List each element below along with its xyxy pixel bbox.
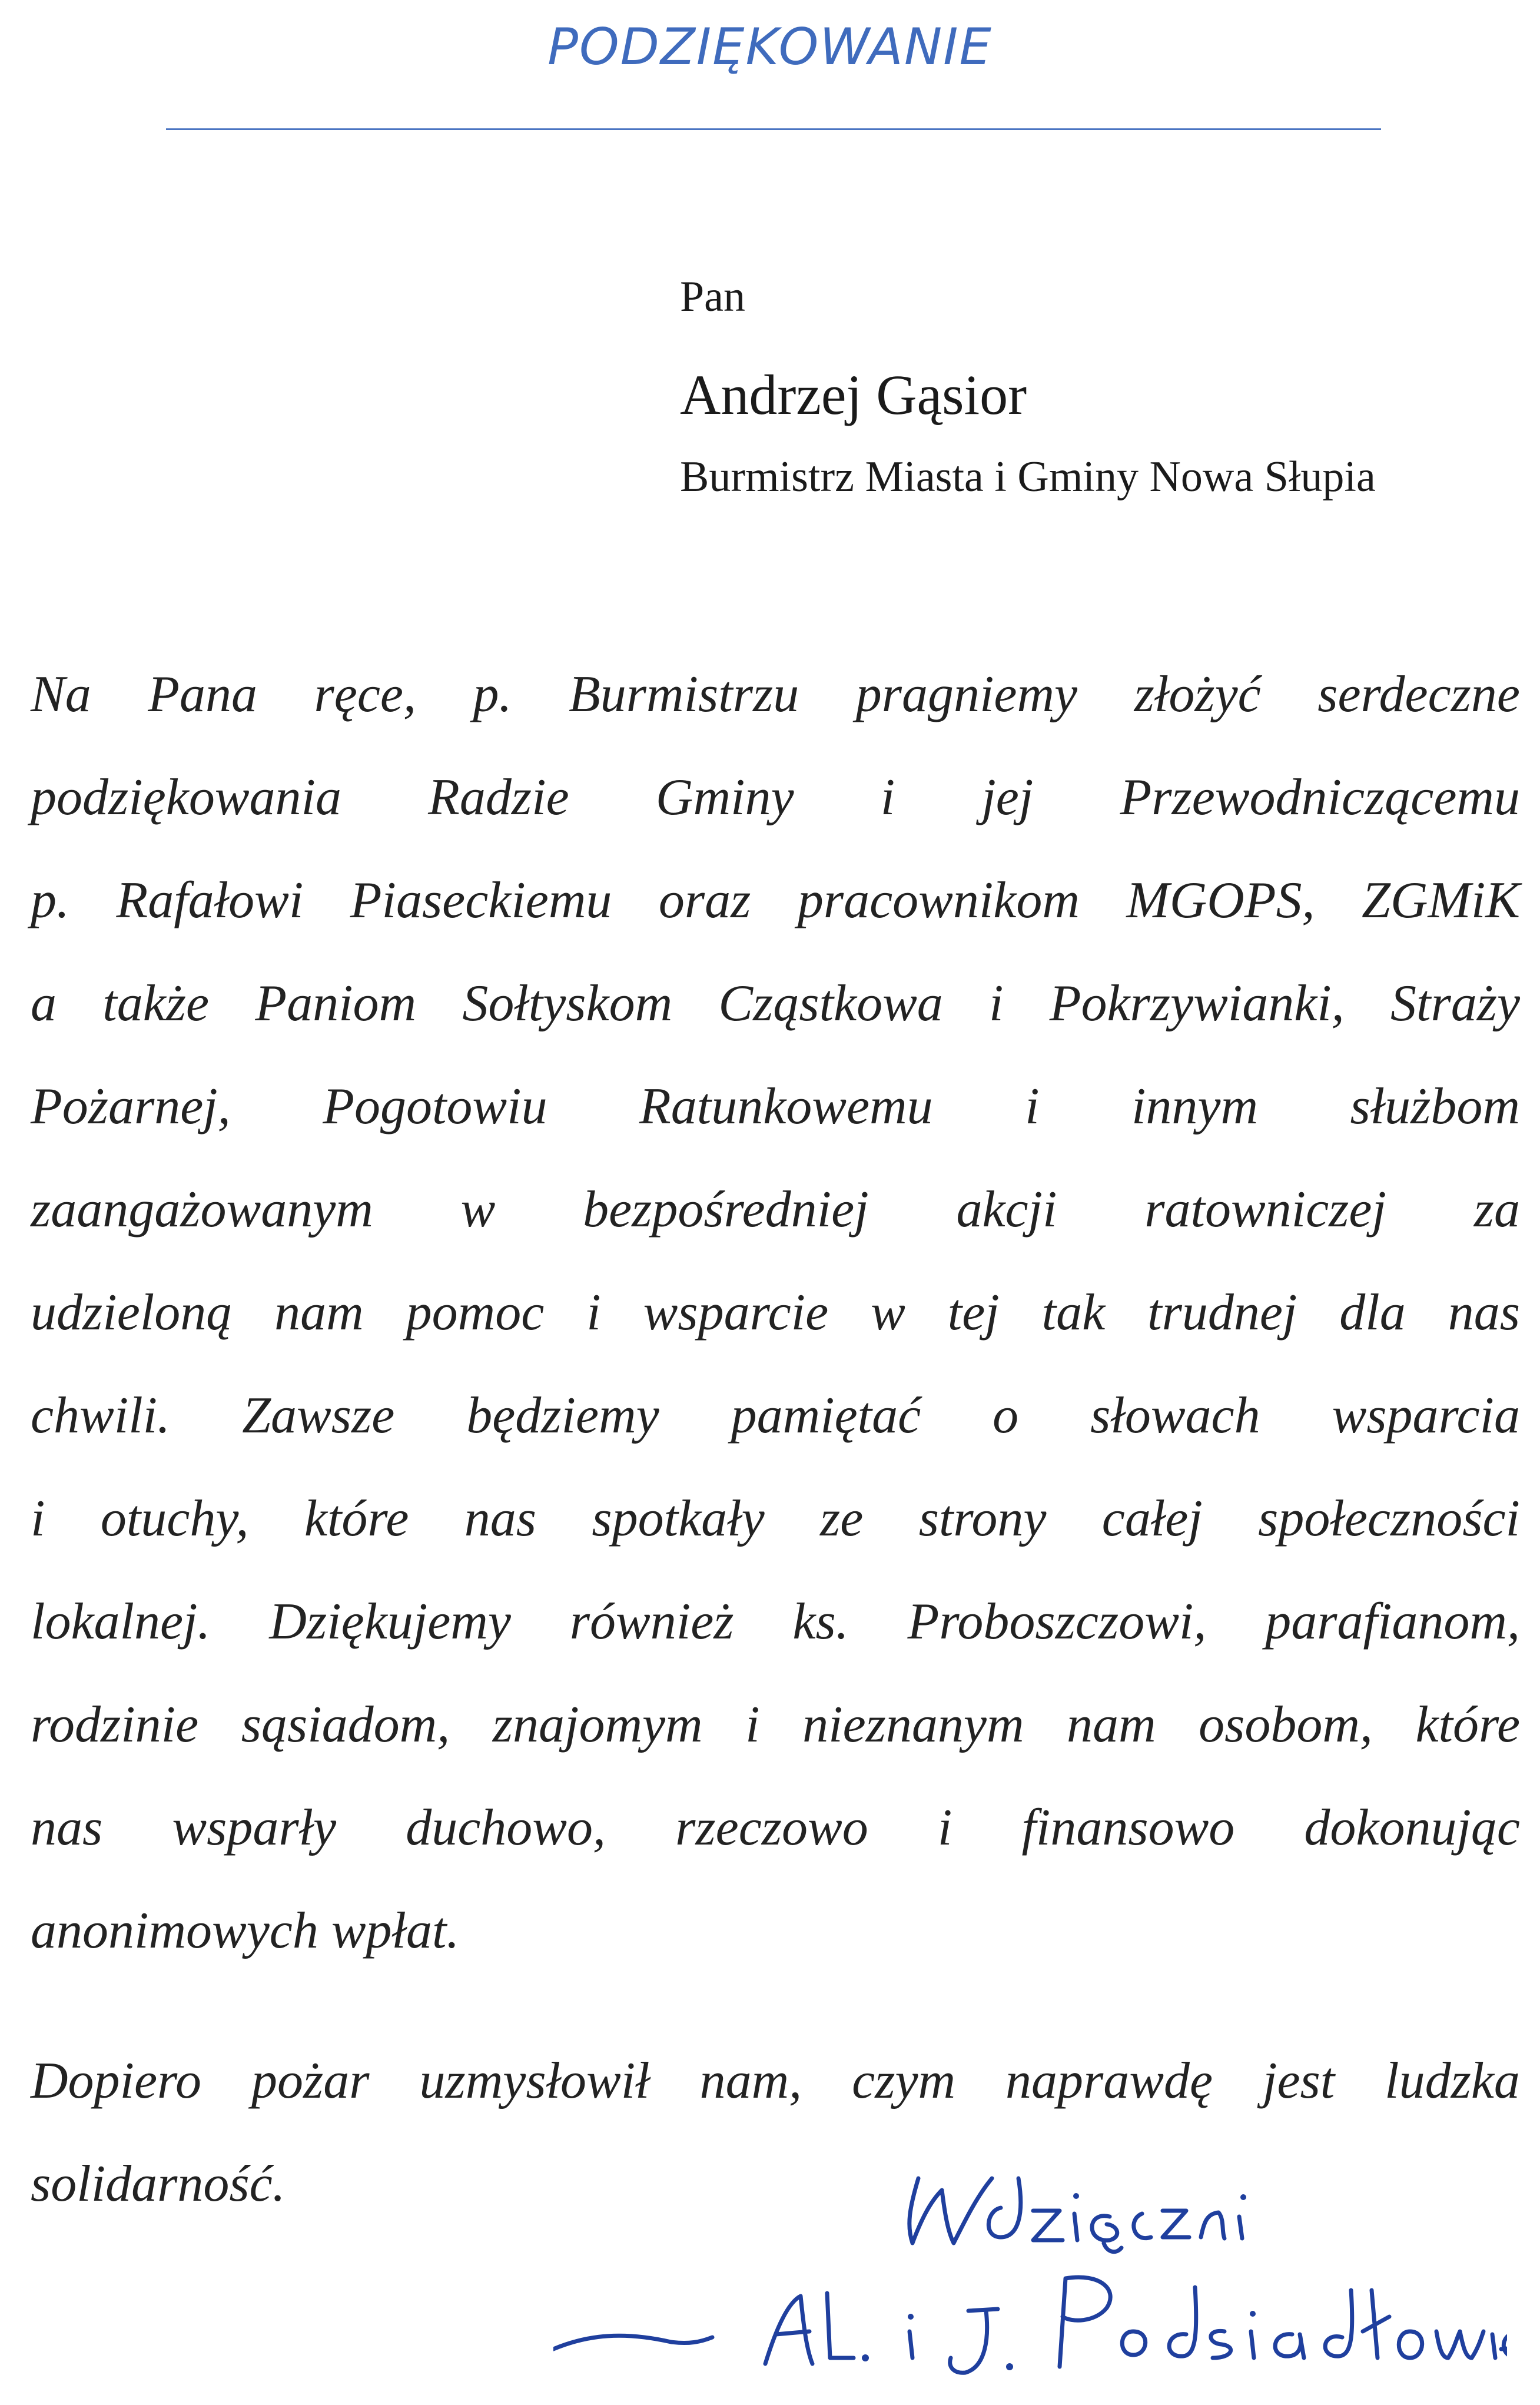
word: sąsiadom,: [241, 1696, 450, 1753]
word: duchowo,: [406, 1799, 606, 1856]
paragraph-solidarity-line: [31, 2046, 1520, 2149]
word: spotkały: [592, 1490, 765, 1547]
word: Burmistrzu: [569, 666, 799, 723]
paragraph-thanks-line: [31, 968, 1520, 1072]
word: Straży: [1390, 975, 1520, 1032]
addressee-name: Andrzej Gąsior: [680, 363, 1027, 426]
word: nieznanym: [802, 1696, 1024, 1753]
word: całej: [1101, 1490, 1203, 1547]
paragraph-thanks-line: [31, 1690, 1520, 1793]
word: wsparcie: [643, 1284, 829, 1341]
word: i: [1025, 1078, 1040, 1135]
handwritten-signature: [553, 2155, 1507, 2402]
word: wsparły: [172, 1799, 337, 1856]
word: ZGMiK: [1362, 872, 1520, 929]
word: Pokrzywianki,: [1049, 975, 1345, 1032]
word: pożar: [251, 2052, 370, 2109]
word: Przewodniczącemu: [1120, 769, 1520, 826]
paragraph-thanks-line: [31, 659, 1520, 762]
word: oraz: [658, 872, 751, 929]
word: za: [1473, 1181, 1520, 1238]
word: pragniemy: [855, 666, 1078, 723]
word: chwili.: [31, 1387, 171, 1444]
word: jej: [981, 769, 1034, 826]
word: Na: [31, 666, 91, 723]
word: pracownikom: [797, 872, 1080, 929]
word: także: [102, 975, 210, 1032]
word: Paniom: [255, 975, 417, 1032]
paragraph-thanks-line: [31, 762, 1520, 865]
word: ze: [820, 1490, 864, 1547]
word: Cząstkowa: [718, 975, 943, 1032]
word: ks.: [792, 1593, 849, 1650]
word: i: [989, 975, 1004, 1032]
word: lokalnej.: [31, 1593, 211, 1650]
word: w: [871, 1284, 905, 1341]
word: Dopiero: [31, 2052, 202, 2109]
paragraph-gap: [31, 1999, 1520, 2046]
word: i: [745, 1696, 760, 1753]
word: Dziękujemy: [269, 1593, 511, 1650]
word: i: [31, 1490, 45, 1547]
addressee-title: Burmistrz Miasta i Gminy Nowa Słupia: [680, 453, 1376, 501]
word: tej: [947, 1284, 1000, 1341]
letter-body: [31, 659, 1520, 2252]
paragraph-thanks: [31, 659, 1520, 1999]
word: p.: [473, 666, 512, 723]
word: osobom,: [1199, 1696, 1373, 1753]
word: tak: [1041, 1284, 1106, 1341]
word: i: [880, 769, 895, 826]
paragraph-thanks-line: [31, 1793, 1520, 1896]
word: Sołtyskom: [462, 975, 673, 1032]
word: trudnej: [1147, 1284, 1297, 1341]
word: otuchy,: [100, 1490, 249, 1547]
word: służbom: [1350, 1078, 1520, 1135]
word: znajomym: [492, 1696, 703, 1753]
word: ręce,: [314, 666, 416, 723]
paragraph-solidarity-line: solidarność.: [31, 2155, 286, 2212]
word: społeczności: [1258, 1490, 1520, 1547]
paragraph-thanks-line: [31, 1484, 1520, 1587]
word: Pożarnej,: [31, 1078, 231, 1135]
paragraph-thanks-line: [31, 1278, 1520, 1381]
paragraph-thanks-line: [31, 1072, 1520, 1175]
word: Pana: [148, 666, 257, 723]
word: finansowo: [1021, 1799, 1235, 1856]
word: dla: [1339, 1284, 1406, 1341]
word: również: [569, 1593, 734, 1650]
word: jest: [1263, 2052, 1335, 2109]
word: MGOPS,: [1126, 872, 1315, 929]
word: Pogotowiu: [323, 1078, 547, 1135]
document-heading: PODZIĘKOWANIE: [547, 18, 993, 77]
word: nas: [31, 1799, 103, 1856]
word: dokonując: [1304, 1799, 1520, 1856]
paragraph-thanks-line: [31, 1381, 1520, 1484]
word: zaangażowanym: [31, 1181, 373, 1238]
word: innym: [1131, 1078, 1259, 1135]
word: podziękowania: [31, 769, 341, 826]
paragraph-thanks-line: anonimowych wpłat.: [31, 1902, 460, 1959]
word: naprawdę: [1005, 2052, 1213, 2109]
word: rodzinie: [31, 1696, 199, 1753]
word: uzmysłowił: [419, 2052, 650, 2109]
word: Rafałowi: [116, 872, 304, 929]
word: złożyć: [1134, 666, 1261, 723]
heading-underline: [166, 128, 1381, 130]
word: wsparcia: [1332, 1387, 1520, 1444]
word: słowach: [1090, 1387, 1260, 1444]
word: Proboszczowi,: [907, 1593, 1207, 1650]
word: Ratunkowemu: [639, 1078, 933, 1135]
word: udzieloną: [31, 1284, 233, 1341]
word: a: [31, 975, 57, 1032]
word: Piaseckiemu: [350, 872, 612, 929]
word: ludzka: [1385, 2052, 1520, 2109]
word: Zawsze: [242, 1387, 395, 1444]
word: nas: [1448, 1284, 1520, 1341]
word: i: [586, 1284, 601, 1341]
word: parafianom,: [1265, 1593, 1520, 1650]
word: nam: [1067, 1696, 1156, 1753]
word: o: [993, 1387, 1019, 1444]
word: które: [1415, 1696, 1520, 1753]
word: nam: [274, 1284, 364, 1341]
word: rzeczowo: [675, 1799, 868, 1856]
word: w: [460, 1181, 496, 1238]
word: akcji: [956, 1181, 1057, 1238]
word: ratowniczej: [1144, 1181, 1386, 1238]
word: będziemy: [466, 1387, 659, 1444]
word: czym: [852, 2052, 956, 2109]
paragraph-thanks-line: [31, 1175, 1520, 1278]
word: i: [937, 1799, 952, 1856]
word: pamiętać: [731, 1387, 921, 1444]
word: pomoc: [406, 1284, 545, 1341]
paragraph-thanks-line: [31, 865, 1520, 968]
word: p.: [31, 872, 69, 929]
signature-image: [553, 2155, 1507, 2402]
word: nas: [464, 1490, 537, 1547]
word: Gminy: [655, 769, 794, 826]
word: serdeczne: [1317, 666, 1520, 723]
paragraph-thanks-line: [31, 1587, 1520, 1690]
word: strony: [918, 1490, 1047, 1547]
addressee-salutation: Pan: [680, 273, 745, 321]
word: nam,: [699, 2052, 802, 2109]
word: które: [304, 1490, 409, 1547]
word: bezpośredniej: [583, 1181, 869, 1238]
word: Radzie: [428, 769, 569, 826]
